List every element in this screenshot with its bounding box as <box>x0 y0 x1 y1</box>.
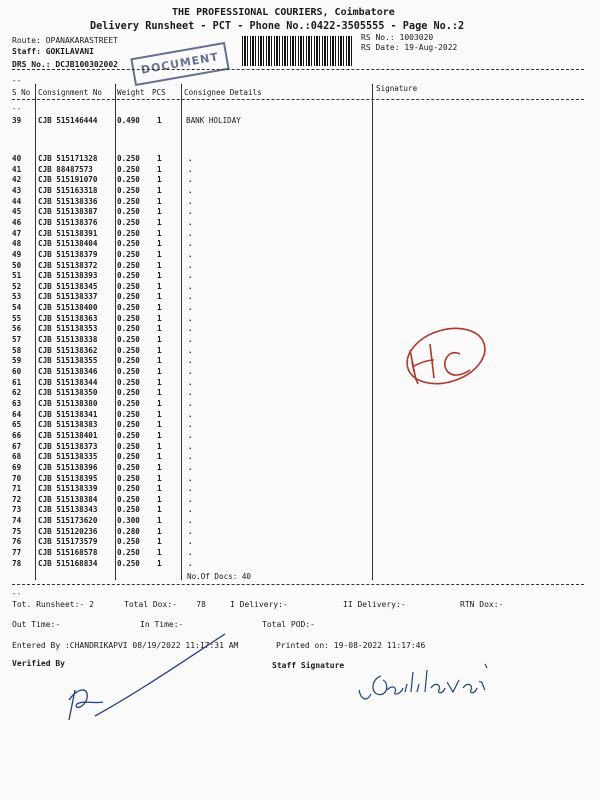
row-details: . <box>188 271 193 281</box>
row-weight: 0.250 <box>117 367 140 376</box>
table-row <box>0 495 380 506</box>
row-pcs: 1 <box>157 548 162 558</box>
row-details: . <box>188 526 193 536</box>
row-details: . <box>188 207 193 217</box>
row-details: . <box>188 239 193 249</box>
row-weight: 0.250 <box>117 217 140 227</box>
row-sno: 71 <box>12 484 22 494</box>
table-row <box>0 303 380 314</box>
row-weight: 0.300 <box>117 516 140 526</box>
table-row <box>0 261 380 272</box>
row-pcs: 1 <box>157 505 162 515</box>
row-details: . <box>188 377 193 387</box>
document-title: THE PROFESSIONAL COURIERS, Coimbatore <box>172 7 395 18</box>
row-sno: 69 <box>12 462 22 472</box>
row-consignment: CJB 515138393 <box>38 271 98 281</box>
table-row <box>0 537 380 548</box>
table-row <box>0 378 380 389</box>
row-consignment: CJB 515138344 <box>38 377 98 387</box>
staff-line <box>12 47 94 56</box>
table-row <box>0 388 380 399</box>
row-consignment: CJB 515168834 <box>38 558 98 568</box>
row-pcs: 1 <box>157 526 162 536</box>
row-weight: 0.280 <box>117 526 140 536</box>
row-sno: 72 <box>12 494 22 504</box>
row-details: . <box>188 313 193 323</box>
row-consignment: CJB 515138373 <box>38 441 98 451</box>
row-weight: 0.250 <box>117 303 140 313</box>
row-pcs: 1 <box>157 537 162 547</box>
row-details: . <box>188 175 193 185</box>
drs-line <box>12 60 118 69</box>
row-consignment: CJB 515138396 <box>38 462 98 472</box>
row-consignment: CJB 515138395 <box>38 473 98 483</box>
route-label: Route: <box>12 36 41 45</box>
row-weight: 0.250 <box>117 345 140 355</box>
row-pcs: 1 <box>157 185 162 195</box>
row-sno: 65 <box>12 420 22 430</box>
row-details: . <box>188 356 193 366</box>
row-pcs: 1 <box>157 398 162 408</box>
document-stamp: DOCUMENT <box>130 42 229 86</box>
row-pcs: 1 <box>157 324 162 334</box>
row-sno: 58 <box>12 345 22 355</box>
row-pcs: 1 <box>157 292 162 302</box>
barcode <box>242 36 352 66</box>
row-consignment: CJB 515146444 <box>38 116 98 125</box>
row-consignment: CJB 515138338 <box>38 335 98 345</box>
row-sno: 52 <box>12 281 22 291</box>
row-weight: 0.250 <box>117 196 140 206</box>
no-of-docs: No.Of Docs: 40 <box>187 572 252 581</box>
row-details: . <box>188 462 193 472</box>
row-sno: 57 <box>12 335 22 345</box>
row-weight: 0.250 <box>117 473 140 483</box>
row-sno: 54 <box>12 303 22 313</box>
row-consignment: CJB 515138401 <box>38 430 98 440</box>
table-row <box>0 484 380 495</box>
row-pcs: 1 <box>157 207 162 217</box>
table-row <box>0 527 380 538</box>
total-pod: Total POD:- <box>262 620 315 629</box>
row-sno: 39 <box>12 116 22 125</box>
footer-divider <box>12 584 584 585</box>
table-row <box>0 452 380 463</box>
row-consignment: CJB 515171328 <box>38 154 98 163</box>
row-weight: 0.250 <box>117 462 140 472</box>
row-sno: 75 <box>12 526 22 536</box>
row-consignment: CJB 515138391 <box>38 228 98 238</box>
row-details: . <box>188 494 193 504</box>
row-weight: 0.250 <box>117 409 140 419</box>
drs-value: DCJB100302002 <box>55 60 118 69</box>
row-sno: 42 <box>12 175 22 185</box>
row-details: . <box>188 473 193 483</box>
row-sno: 55 <box>12 313 22 323</box>
row-details: . <box>188 185 193 195</box>
row-sno: 47 <box>12 228 22 238</box>
row-pcs: 1 <box>157 175 162 185</box>
row-weight: 0.250 <box>117 537 140 547</box>
table-row <box>0 197 380 208</box>
row-details: . <box>188 537 193 547</box>
row-consignment: CJB 515138376 <box>38 217 98 227</box>
row-sno: 53 <box>12 292 22 302</box>
row-sno: 50 <box>12 260 22 270</box>
table-row <box>0 292 380 303</box>
row-weight: 0.250 <box>117 175 140 185</box>
row-pcs: 1 <box>157 228 162 238</box>
row-weight: 0.250 <box>117 388 140 398</box>
row-consignment: CJB 515138387 <box>38 207 98 217</box>
table-row <box>0 250 380 261</box>
row-consignment: CJB 515138341 <box>38 409 98 419</box>
row-sno: 43 <box>12 185 22 195</box>
staff-value: GOKILAVANI <box>45 47 94 56</box>
ii-delivery: II Delivery:- <box>343 600 406 609</box>
row-details: . <box>188 398 193 408</box>
row-sno: 62 <box>12 388 22 398</box>
table-row <box>0 282 380 293</box>
row-consignment: CJB 515138383 <box>38 420 98 430</box>
row-sno: 44 <box>12 196 22 206</box>
row-sno: 70 <box>12 473 22 483</box>
row-pcs: 1 <box>157 217 162 227</box>
row-pcs: 1 <box>157 494 162 504</box>
row-consignment: CJB 515138379 <box>38 249 98 259</box>
row-consignment: CJB 515173579 <box>38 537 98 547</box>
row-consignment: CJB 515191070 <box>38 175 98 185</box>
col-sno-header: S No <box>12 88 31 97</box>
row-weight: 0.250 <box>117 249 140 259</box>
verified-signature <box>55 630 230 725</box>
row-details: . <box>188 249 193 259</box>
table-row <box>0 335 380 346</box>
row-weight: 0.250 <box>117 505 140 515</box>
row-sno: 63 <box>12 398 22 408</box>
row-consignment: CJB 515138355 <box>38 356 98 366</box>
table-row <box>0 314 380 325</box>
row-weight: 0.250 <box>117 430 140 440</box>
row-weight: 0.250 <box>117 377 140 387</box>
row-pcs: 1 <box>157 430 162 440</box>
entered-by: Entered By :CHANDRIKAPVI 08/19/2022 11:17:31 AM <box>12 641 239 650</box>
row-weight: 0.250 <box>117 441 140 451</box>
row-pcs: 1 <box>157 249 162 259</box>
table-row <box>0 474 380 485</box>
row-weight: 0.250 <box>117 356 140 366</box>
row-details: . <box>188 324 193 334</box>
header-divider-bottom <box>12 99 584 100</box>
row-details: . <box>188 260 193 270</box>
row-weight: 0.250 <box>117 484 140 494</box>
table-row <box>0 559 380 570</box>
row-pcs: 1 <box>157 484 162 494</box>
row-details: . <box>188 345 193 355</box>
row-consignment: CJB 515138335 <box>38 452 98 462</box>
row-weight: 0.250 <box>117 324 140 334</box>
table-row <box>0 548 380 559</box>
row-sno: 74 <box>12 516 22 526</box>
row-sno: 64 <box>12 409 22 419</box>
row-consignment: CJB 515173620 <box>38 516 98 526</box>
table-row <box>0 186 380 197</box>
row-pcs: 1 <box>157 260 162 270</box>
table-row <box>0 154 380 165</box>
col-pcs-header: PCS <box>152 88 166 97</box>
rtn-dox: RTN Dox:- <box>460 600 504 609</box>
row-details: . <box>188 281 193 291</box>
tot-runsheet: Tot. Runsheet:- 2 <box>12 600 94 609</box>
row-pcs: 1 <box>157 196 162 206</box>
row-pcs: 1 <box>157 462 162 472</box>
table-row <box>0 410 380 421</box>
row-sno: 60 <box>12 367 22 376</box>
row-consignment: CJB 515138363 <box>38 313 98 323</box>
row-weight: 0.250 <box>117 154 140 163</box>
row-details: . <box>188 505 193 515</box>
table-row <box>0 207 380 218</box>
row-consignment: CJB 515138353 <box>38 324 98 334</box>
row-pcs: 1 <box>157 281 162 291</box>
circled-hc-mark <box>400 320 496 392</box>
row-consignment: CJB 88487573 <box>38 164 93 174</box>
row-sno: 49 <box>12 249 22 259</box>
row-details: BANK HOLIDAY <box>186 116 241 125</box>
row-details: . <box>188 420 193 430</box>
row-sno: 68 <box>12 452 22 462</box>
row-details: . <box>188 516 193 526</box>
row-consignment: CJB 515163318 <box>38 185 98 195</box>
row-pcs: 1 <box>157 303 162 313</box>
col-signature-header: Signature <box>376 84 418 93</box>
table-row <box>0 516 380 527</box>
row-details: . <box>188 303 193 313</box>
row-weight: 0.250 <box>117 313 140 323</box>
row-sno: 77 <box>12 548 22 558</box>
row-details: . <box>188 292 193 302</box>
table-row <box>0 463 380 474</box>
row-consignment: CJB 515138343 <box>38 505 98 515</box>
row-consignment: CJB 515120236 <box>38 526 98 536</box>
row-sno: 78 <box>12 558 22 568</box>
row-weight: 0.250 <box>117 239 140 249</box>
verified-by-label: Verified By <box>12 659 65 668</box>
table-row <box>0 420 380 431</box>
row-pcs: 1 <box>157 441 162 451</box>
row-pcs: 1 <box>157 409 162 419</box>
row-consignment: CJB 515138400 <box>38 303 98 313</box>
row-weight: 0.250 <box>117 185 140 195</box>
table-row <box>0 239 380 250</box>
total-dox: Total Dox:- 78 <box>124 600 206 609</box>
row-details: . <box>188 388 193 398</box>
table-row <box>0 324 380 335</box>
row-details: . <box>188 335 193 345</box>
row-sno: 73 <box>12 505 22 515</box>
row-sno: 61 <box>12 377 22 387</box>
row-weight: 0.250 <box>117 271 140 281</box>
route-value: OPANAKARASTREET <box>45 36 118 45</box>
row-sno: 59 <box>12 356 22 366</box>
row-details: . <box>188 558 193 568</box>
row-weight: 0.490 <box>117 116 140 125</box>
table-row <box>0 175 380 186</box>
col-weight-header: Weight <box>117 88 145 97</box>
table-row <box>0 505 380 516</box>
row-pcs: 1 <box>157 388 162 398</box>
row-consignment: CJB 515138350 <box>38 388 98 398</box>
row-pcs: 1 <box>157 271 162 281</box>
row-consignment: CJB 515138404 <box>38 239 98 249</box>
in-time: In Time:- <box>140 620 184 629</box>
rs-number: RS No.: 1003020 <box>361 33 434 42</box>
row-weight: 0.250 <box>117 420 140 430</box>
row-details: . <box>188 548 193 558</box>
row-consignment: CJB 515138336 <box>38 196 98 206</box>
table-row <box>0 356 380 367</box>
row-weight: 0.250 <box>117 335 140 345</box>
row-details: . <box>188 452 193 462</box>
row-details: . <box>188 217 193 227</box>
table-row <box>0 229 380 240</box>
row-details: . <box>188 164 193 174</box>
row-sno: 41 <box>12 164 22 174</box>
row-pcs: 1 <box>157 516 162 526</box>
row-weight: 0.250 <box>117 494 140 504</box>
row-weight: 0.250 <box>117 207 140 217</box>
row-sno: 67 <box>12 441 22 451</box>
staff-label: Staff: <box>12 47 41 56</box>
row-pcs: 1 <box>157 154 162 163</box>
table-row <box>0 442 380 453</box>
row-weight: 0.250 <box>117 228 140 238</box>
row-pcs: 1 <box>157 356 162 366</box>
row-details: . <box>188 484 193 494</box>
row-pcs: 1 <box>157 116 162 125</box>
table-row <box>0 367 380 378</box>
row-weight: 0.250 <box>117 164 140 174</box>
header-divider-top <box>12 69 584 70</box>
table-row <box>0 218 380 229</box>
row-details: . <box>188 441 193 451</box>
row-sno: 51 <box>12 271 22 281</box>
row-consignment: CJB 515138346 <box>38 367 98 376</box>
row-details: . <box>188 409 193 419</box>
document-subtitle: Delivery Runsheet - PCT - Phone No.:0422-3505555 - Page No.:2 <box>90 21 465 32</box>
staff-signature-label: Staff Signature <box>272 661 345 670</box>
row-details: . <box>188 154 193 163</box>
row-weight: 0.250 <box>117 452 140 462</box>
row-sno: 45 <box>12 207 22 217</box>
consignment-list <box>0 154 380 574</box>
row-pcs: 1 <box>157 367 162 376</box>
row-details: . <box>188 196 193 206</box>
row-pcs: 1 <box>157 473 162 483</box>
table-row <box>0 399 380 410</box>
table-row <box>0 431 380 442</box>
row-sno: 46 <box>12 217 22 227</box>
drs-label: DRS No.: <box>12 60 51 69</box>
row-details: . <box>188 228 193 238</box>
row-pcs: 1 <box>157 420 162 430</box>
route-line <box>12 36 118 45</box>
row-pcs: 1 <box>157 335 162 345</box>
col-consignment-header: Consignment No <box>38 88 103 97</box>
row-weight: 0.250 <box>117 292 140 302</box>
rs-date: RS Date: 19-Aug-2022 <box>361 43 458 52</box>
row-weight: 0.250 <box>117 281 140 291</box>
printed-on: Printed on: 19-08-2022 11:17:46 <box>276 641 426 650</box>
out-time: Out Time:- <box>12 620 61 629</box>
row-consignment: CJB 515138372 <box>38 260 98 270</box>
row-details: . <box>188 430 193 440</box>
row-pcs: 1 <box>157 345 162 355</box>
table-row <box>0 165 380 176</box>
row-consignment: CJB 515138337 <box>38 292 98 302</box>
row-sno: 40 <box>12 154 22 163</box>
row-details: . <box>188 367 193 376</box>
row-consignment: CJB 515138384 <box>38 494 98 504</box>
row-sno: 56 <box>12 324 22 334</box>
row-pcs: 1 <box>157 558 162 568</box>
row-consignment: CJB 515138380 <box>38 398 98 408</box>
table-row <box>0 271 380 282</box>
i-delivery: I Delivery:- <box>230 600 288 609</box>
row-pcs: 1 <box>157 452 162 462</box>
staff-signature <box>355 650 490 710</box>
row-consignment: CJB 515138345 <box>38 281 98 291</box>
row-weight: 0.250 <box>117 548 140 558</box>
table-row <box>0 346 380 357</box>
row-weight: 0.250 <box>117 260 140 270</box>
row-pcs: 1 <box>157 313 162 323</box>
row-consignment: CJB 515138339 <box>38 484 98 494</box>
row-weight: 0.250 <box>117 558 140 568</box>
row-weight: 0.250 <box>117 398 140 408</box>
row-pcs: 1 <box>157 377 162 387</box>
row-pcs: 1 <box>157 239 162 249</box>
col-details-header: Consignee Details <box>184 88 262 97</box>
row-sno: 66 <box>12 430 22 440</box>
row-sno: 76 <box>12 537 22 547</box>
row-consignment: CJB 515168578 <box>38 548 98 558</box>
row-sno: 48 <box>12 239 22 249</box>
row-consignment: CJB 515138362 <box>38 345 98 355</box>
row-pcs: 1 <box>157 164 162 174</box>
